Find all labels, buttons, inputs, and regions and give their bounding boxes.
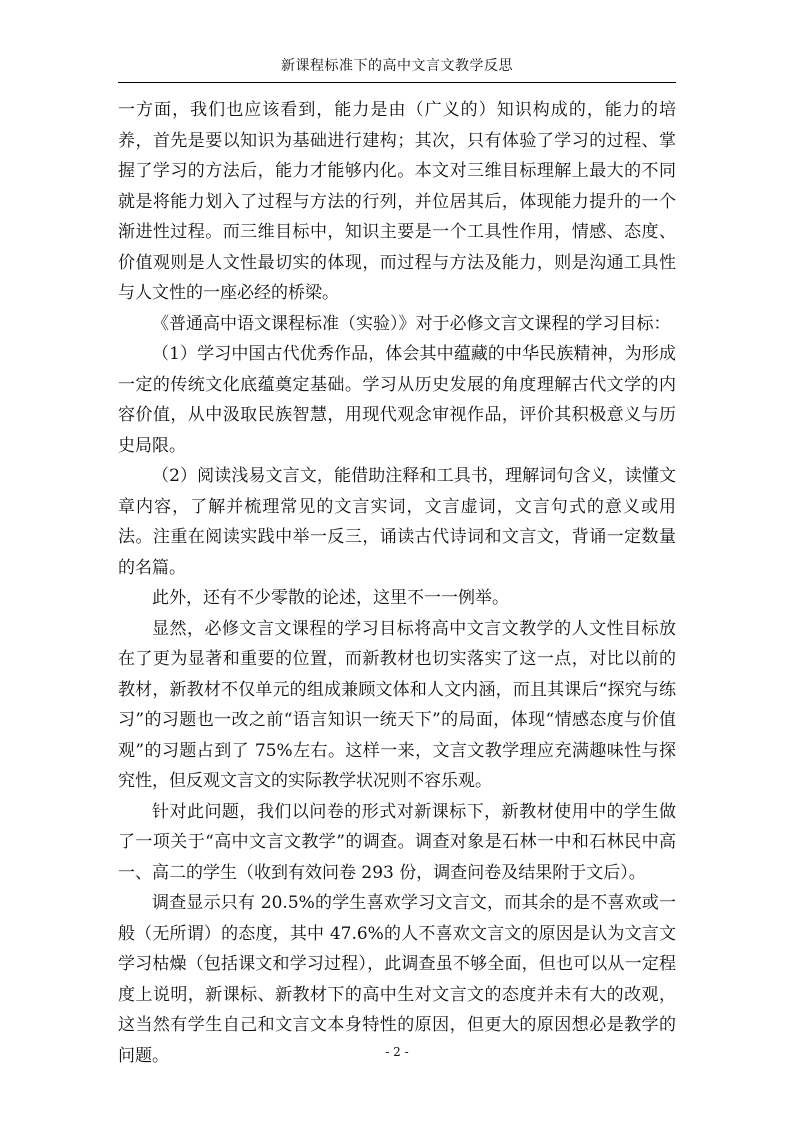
paragraph-ability-knowledge: 一方面，我们也应该看到，能力是由（广义的）知识构成的，能力的培养，首先是要以知识为基础进行建构；其次，只有体验了学习的过程、掌握了学习的方法后，能力才能够内化。本文对三维目标理解上最大的不同就是将能力划入了过程与方法的行列，并位居其后，体现能力提升的一个渐进性过程。而三维目标中，知识主要是一个工具性作用，情感、态度、价值观则是人文性最切实的体现，而过程与方法及能力，则是沟通工具性与人文性的一座必经的桥梁。 (118, 100, 676, 303)
paragraph-survey-intro: 针对此问题，我们以问卷的形式对新课标下，新教材使用中的学生做了一项关于“高中文言文教学”的调查。调查对象是石林一中和石林民中高一、高二的学生（收到有效问卷 293 份，调查问卷及结果附于文后）。 (118, 801, 676, 883)
page-number: - 2 - (385, 1045, 409, 1059)
paragraph-curriculum-standard: 《普通高中语文课程标准（实验）》对于必修文言文课程的学习目标： (152, 313, 671, 334)
paragraph-goal-2: （2）阅读浅易文言文，能借助注释和工具书，理解词句含义，读懂文章内容，了解并梳理常见的文言实词，文言虚词，文言句式的意义或用法。注重在阅读实践中举一反三，诵读古代诗词和文言文，背诵一定数量的名篇。 (118, 466, 676, 578)
paragraph-humanistic-goal: 显然，必修文言文课程的学习目标将高中文言文教学的人文性目标放在了更为显著和重要的位置，而新教材也切实落实了这一点，对比以前的教材，新教材不仅单元的组成兼顾文体和人文内涵，而且其课后“探究与练习”的习题也一改之前“语言知识一统天下”的局面，体现“情感态度与价值观”的习题占到了 75%左右。这样一来，文言文教学理应充满趣味性与探究性，但反观文言文的实际教学状况则不容乐观。 (118, 618, 676, 791)
running-header: 新课程标准下的高中文言文教学反思 (118, 56, 676, 83)
paragraph-goal-1: （1）学习中国古代优秀作品，体会其中蕴藏的中华民族精神，为形成一定的传统文化底蕴奠定基础。学习从历史发展的角度理解古代文学的内容价值，从中汲取民族智慧，用现代观念审视作品，评价其积极意义与历史局限。 (118, 344, 676, 456)
body-text (118, 95, 676, 1071)
paragraph-other-remarks: 此外，还有不少零散的论述，这里不一一例举。 (152, 588, 509, 608)
paragraph-survey-results: 调查显示只有 20.5%的学生喜欢学习文言文，而其余的是不喜欢或一般（无所谓）的态度，其中 47.6%的人不喜欢文言文的原因是认为文言文学习枯燥（包括课文和学习过程），此调查虽不够全面，但也可以从一定程度上说明，新课标、新教材下的高中生对文言文的态度并未有大的改观，这当然有学生自己和文言文本身特性的原因，但更大的原因想必是教学的问题。 (118, 893, 676, 1066)
